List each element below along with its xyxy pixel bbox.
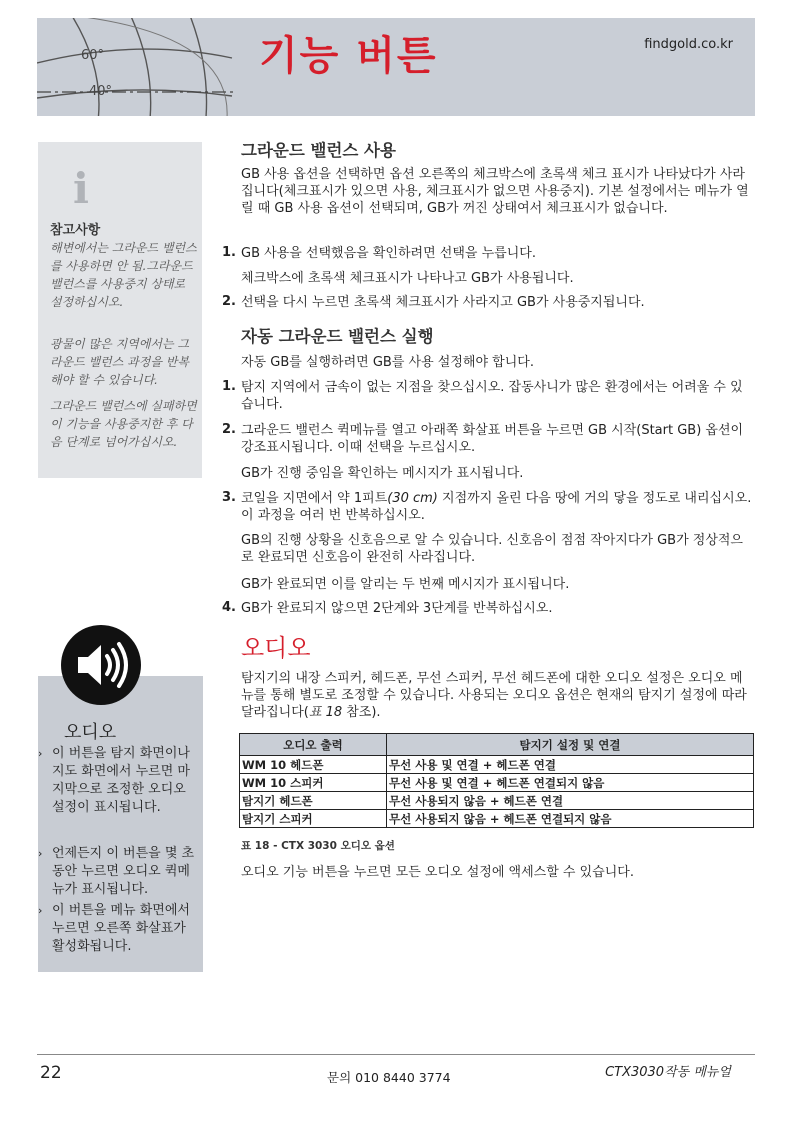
page-header: [37, 18, 755, 116]
latitude-label-40: 40°: [89, 84, 113, 99]
gb-intro: GB 사용 옵션을 선택하면 옵션 오른쪽의 체크박스에 초록색 체크 표시가 나타났다가 사라집니다(체크표시가 있으면 사용, 체크표시가 없으면 사용중지). 기본 설정에서는 메뉴가 열릴 때 GB 사용 옵션이 선택되며, GB가 꺼진 상태여서 체크표시가 없습니다.: [241, 167, 749, 216]
bullet-marker: ›: [38, 747, 43, 760]
note-paragraph-3: 그라운드 밸런스에 실패하면 이 기능을 사용중지한 후 다음 단계로 넘어가십시오.: [50, 399, 197, 449]
gb-step-1: GB 사용을 선택했음을 확인하려면 선택을 누릅니다.: [241, 246, 536, 261]
table-reference: 표 18: [308, 705, 343, 720]
step-number: 3.: [222, 490, 236, 505]
speaker-icon: [61, 625, 141, 705]
latitude-label-60: 60°: [81, 48, 105, 63]
bullet-text: 언제든지 이 버튼을 몇 초 동안 누르면 오디오 퀵메뉴가 표시됩니다.: [52, 846, 195, 897]
table-row: [240, 792, 754, 810]
auto-step-3: [241, 490, 753, 524]
manual-title: CTX3030작동 메뉴얼: [605, 1065, 731, 1080]
audio-outro: 오디오 기능 버튼을 누르면 모든 오디오 설정에 액세스할 수 있습니다.: [241, 865, 634, 880]
table-caption: 표 18 - CTX 3030 오디오 옵션: [241, 840, 395, 852]
step-number: 2.: [222, 294, 236, 309]
page-title: 기능 버튼: [259, 33, 438, 79]
info-icon: i: [73, 164, 89, 213]
auto-step-3-part-a: 코일을 지면에서 약 1피트: [241, 491, 388, 506]
section-heading-gb: 그라운드 밸런스 사용: [241, 141, 396, 160]
gb-step-2: 선택을 다시 누르면 초록색 체크표시가 사라지고 GB가 사용중지됩니다.: [241, 295, 645, 310]
audio-options-table: [239, 733, 754, 828]
section-heading-audio: 오디오: [241, 634, 311, 662]
auto-step-2: 그라운드 밸런스 퀵메뉴를 열고 아래쪽 화살표 버튼을 누르면 GB 시작(Start GB) 옵션이 강조표시됩니다. 이때 선택을 누르십시오.: [241, 423, 744, 455]
step-number: 1.: [222, 379, 236, 394]
audio-intro-text: 탐지기의 내장 스피커, 헤드폰, 무선 스피커, 무선 헤드폰에 대한 오디오 설정은 오디오 메뉴를 통해 별도로 조정할 수 있습니다. 사용되는 오디오 옵션은 현재의 탐지기 설정에 따라 달라집니다(: [241, 671, 747, 720]
bullet-text: 이 버튼을 탐지 화면이나 지도 화면에서 누르면 마지막으로 조정한 오디오 설정이 표시됩니다.: [52, 746, 190, 815]
auto-step-3-note-2: GB가 완료되면 이를 알리는 두 번째 메시지가 표시됩니다.: [241, 577, 570, 592]
section-heading-auto-gb: 자동 그라운드 밸런스 실행: [241, 327, 434, 346]
table-cell: 무선 사용 및 연결 + 헤드폰 연결되지 않음: [387, 774, 754, 792]
table-row: [240, 774, 754, 792]
table-header-row: [240, 734, 754, 756]
bullet-marker: ›: [38, 847, 43, 860]
gb-step-1-note: 체크박스에 초록색 체크표시가 나타나고 GB가 사용됩니다.: [241, 271, 574, 286]
step-number: 4.: [222, 600, 236, 615]
audio-intro-end: 참조).: [342, 705, 381, 720]
table-cell: WM 10 스피커: [240, 774, 387, 792]
table-cell: WM 10 헤드폰: [240, 756, 387, 774]
footer-divider: [37, 1054, 755, 1055]
contact-info: 문의 010 8440 3774: [327, 1070, 451, 1085]
column-header: 탐지기 설정 및 연결: [387, 734, 754, 756]
site-url: findgold.co.kr: [644, 37, 733, 52]
auto-step-1: 탐지 지역에서 금속이 없는 지점을 찾으십시오. 잡동사니가 많은 환경에서는 어려울 수 있습니다.: [241, 380, 743, 412]
auto-step-3-metric: (30 cm): [387, 491, 438, 506]
note-sidebar: [38, 142, 202, 478]
globe-icon: [37, 18, 237, 116]
auto-step-3-note-1: GB의 진행 상황을 신호음으로 알 수 있습니다. 신호음이 점점 작아지다가 GB가 정상적으로 완료되면 신호음이 완전히 사라집니다.: [241, 533, 743, 565]
note-title: 참고사항: [50, 223, 101, 238]
page-number: 22: [40, 1063, 62, 1083]
auto-step-3-part-c: 지점까지 올린 다음 땅에 거의 닿을 정도로 내리십시오. 이 과정을 여러 번 반복하십시오.: [241, 491, 752, 523]
audio-bullet-2: [38, 845, 200, 899]
table-cell: 무선 사용 및 연결 + 헤드폰 연결: [387, 756, 754, 774]
table-row: [240, 756, 754, 774]
note-paragraph-2: 광물이 많은 지역에서는 그라운드 밸런스 과정을 반복해야 할 수 있습니다.: [50, 337, 189, 387]
audio-intro: [241, 670, 753, 721]
table-cell: 탐지기 헤드폰: [240, 792, 387, 810]
step-number: 1.: [222, 245, 236, 260]
table-cell: 무선 사용되지 않음 + 헤드폰 연결되지 않음: [387, 810, 754, 828]
bullet-marker: ›: [38, 904, 43, 917]
table-cell: 무선 사용되지 않음 + 헤드폰 연결: [387, 792, 754, 810]
note-paragraph-1: 해변에서는 그라운드 밸런스를 사용하면 안 됨.그라운드 밸런스를 사용중지 상태로 설정하십시오.: [50, 241, 197, 309]
bullet-text: 이 버튼을 메뉴 화면에서 누르면 오른쪽 화살표가 활성화됩니다.: [52, 903, 190, 954]
audio-bullet-1: [38, 745, 200, 817]
audio-sidebar-title: 오디오: [64, 722, 117, 743]
auto-step-2-note: GB가 진행 중임을 확인하는 메시지가 표시됩니다.: [241, 466, 524, 481]
auto-step-4: GB가 완료되지 않으면 2단계와 3단계를 반복하십시오.: [241, 601, 553, 616]
table-row: [240, 810, 754, 828]
audio-bullet-3: [38, 902, 200, 956]
table-cell: 탐지기 스피커: [240, 810, 387, 828]
step-number: 2.: [222, 422, 236, 437]
auto-intro: 자동 GB를 실행하려면 GB를 사용 설정해야 합니다.: [241, 355, 534, 370]
column-header: 오디오 출력: [240, 734, 387, 756]
